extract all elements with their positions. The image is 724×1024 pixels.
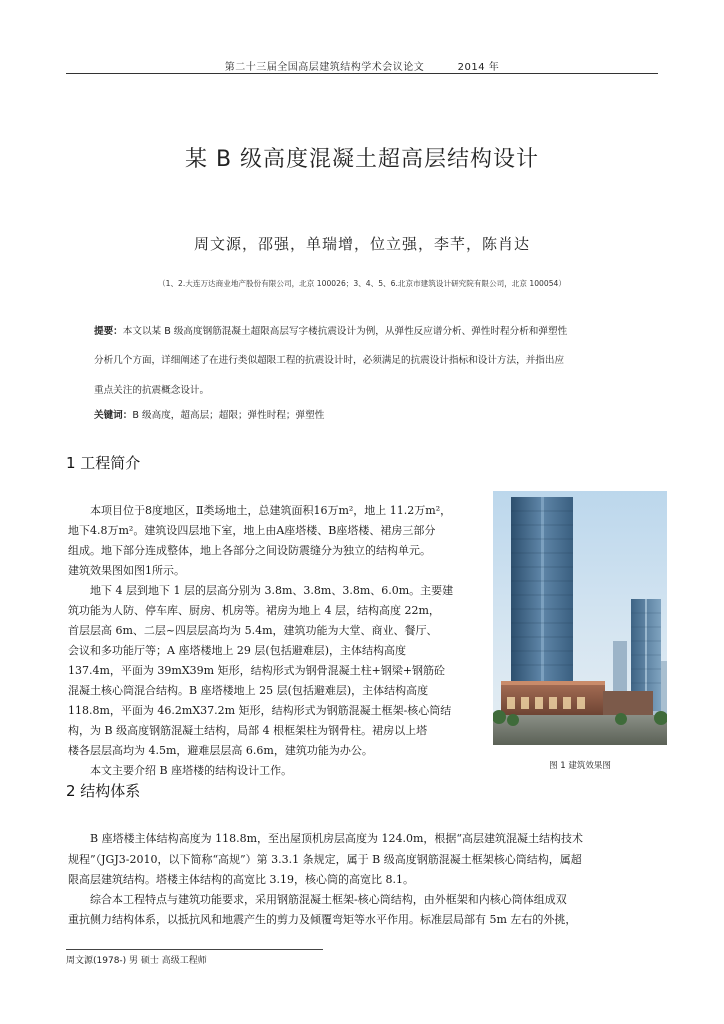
abstract-line: 提要：本文以某 B 级高度钢筋混凝土超限高层写字楼抗震设计为例，从弹性反应谱分析、弹性时程分析和弹塑性 — [94, 326, 568, 337]
section-heading: 2 结构体系 — [66, 782, 141, 800]
body-line: 混凝土核心筒混合结构。B 座塔楼地上 25 层(包括避难层)，主体结构高度 — [68, 684, 429, 697]
body-line: 构，为 B 级高度钢筋混凝土结构，局部 4 根框架柱为钢骨柱。裙房以上塔 — [68, 724, 428, 737]
body-line: 地下 4 层到地下 1 层的层高分别为 3.8m、3.8m、3.8m、6.0m。主要建 — [68, 584, 454, 597]
keywords-line — [94, 407, 664, 421]
abstract-line: 重点关注的抗震概念设计。 — [94, 385, 210, 396]
body-line: 首层层高 6m、二层~四层层高均为 5.4m，建筑功能为大堂、商业、餐厅、 — [68, 624, 438, 637]
keywords-text: B 级高度，超高层；超限；弹性时程；弹塑性 — [132, 410, 325, 421]
body-line: 限高层建筑结构。塔楼主体结构的高宽比 3.19，核心筒的高宽比 8.1。 — [68, 873, 414, 886]
body-line: 地下4.8万m²。建筑设四层地下室，地上由A座塔楼、B座塔楼、裙房三部分 — [68, 524, 436, 537]
body-line: 规程”（JGJ3-2010，以下简称“高规”）第 3.3.1 条规定，属于 B 级高度钢筋混凝土框架核心筒结构，属超 — [68, 853, 582, 866]
header-rule — [66, 73, 658, 74]
body-line: 137.4m，平面为 39mX39m 矩形，结构形式为钢骨混凝土柱+钢梁+钢筋砼 — [68, 664, 446, 677]
body-line: 本项目位于8度地区，Ⅱ类场地土，总建筑面积16万m²，地上 11.2万m²， — [68, 504, 452, 517]
header-conference: 第二十三届全国高层建筑结构学术会议论文 — [224, 62, 425, 73]
body-line: 重抗侧力结构体系，以抵抗风和地震产生的剪力及倾覆弯矩等水平作用。标准层局部有 5m 左右的外挑， — [68, 913, 577, 926]
body-line: 建筑效果图如图1所示。 — [68, 564, 185, 577]
keywords-label: 关键词： — [94, 410, 133, 421]
body-line: 本文主要介绍 B 座塔楼的结构设计工作。 — [68, 764, 293, 777]
body-line: B 座塔楼主体结构高度为 118.8m，至出屋顶机房层高度为 124.0m，根据“高层建筑混凝土结构技术 — [68, 832, 584, 845]
paper-affiliation: （1、2.大连万达商业地产股份有限公司，北京 100026；3、4、5、6.北京市建筑设计研究院有限公司，北京 100054） — [158, 279, 566, 288]
section-heading: 1 工程简介 — [66, 454, 141, 472]
author-footnote: 周文源(1978-) 男 硕士 高级工程师 — [66, 956, 207, 966]
paper-title: 某 B 级高度混凝土超高层结构设计 — [184, 147, 540, 172]
footnote-rule — [66, 949, 323, 950]
body-line: 筑功能为人防、停车库、厨房、机房等。裙房为地上 4 层，结构高度 22m， — [68, 604, 440, 617]
header-year: 2014 年 — [457, 62, 500, 73]
running-header — [0, 58, 724, 73]
abstract-line: 分析几个方面，详细阐述了在进行类似超限工程的抗震设计时，必须满足的抗震设计指标和设计方法，并指出应 — [94, 355, 565, 366]
figure-caption: 图 1 建筑效果图 — [549, 761, 611, 771]
abstract-label: 提要： — [94, 326, 123, 337]
building-rendering-image — [493, 491, 667, 745]
body-line: 会议和多功能厅等；A 座塔楼地上 29 层(包括避难层)，主体结构高度 — [68, 644, 407, 657]
paper-authors: 周文源，邵强，单瑞增，位立强，李芊，陈肖达 — [193, 235, 530, 253]
body-line: 118.8m，平面为 46.2mX37.2m 矩形，结构形式为钢筋混凝土框架-核心筒结 — [68, 704, 452, 717]
body-line: 综合本工程特点与建筑功能要求，采用钢筋混凝土框架-核心筒结构，由外框架和内核心筒体组成双 — [68, 893, 567, 906]
body-line: 楼各层层高均为 4.5m，避难层层高 6.6m，建筑功能为办公。 — [68, 744, 373, 757]
body-line: 组成。地下部分连成整体，地上各部分之间设防震缝分为独立的结构单元。 — [68, 544, 431, 557]
